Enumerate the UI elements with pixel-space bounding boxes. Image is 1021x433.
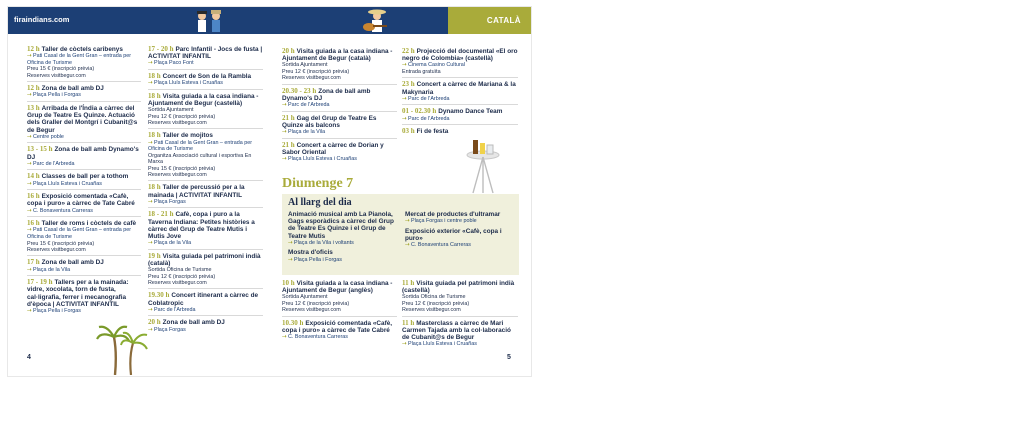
event-item	[148, 45, 263, 70]
event-item	[27, 145, 141, 170]
event-time: 19.30 h	[148, 291, 170, 300]
event-heading	[148, 319, 263, 326]
event-detail: Organitza Associació cultural i esportiva En Marxa	[148, 152, 252, 166]
event-heading	[402, 320, 518, 342]
event-detail: Preu 12 € (inscripció prèvia)	[282, 68, 350, 75]
column-4	[402, 47, 518, 139]
event-detail: Entrada gratuïta	[402, 69, 441, 75]
event-title: Visita guiada a la casa indiana - Ajuntament de Begur (castellà)	[148, 92, 259, 107]
column-3-sunday	[282, 279, 397, 345]
event-time: 23 h	[402, 80, 415, 89]
language-label[interactable]: CATALÀ	[486, 16, 521, 25]
event-time: 17 h	[27, 258, 40, 267]
header-bar	[8, 7, 448, 34]
event-title: Classes de ball per a tothom	[41, 173, 129, 181]
event-time: 14 h	[27, 172, 40, 181]
event-title: Projecció del documental «El oro negro de Colombia» (castellà)	[402, 48, 518, 63]
event-time: 22 h	[402, 47, 415, 55]
event-title: Visita guiada pel patrimoni indià (castellà)	[402, 280, 515, 295]
event-location: ➝ Pati Casal de la Gent Gran – entrada per Oficina de Turisme	[27, 53, 141, 66]
all-day-item-title: Animació musical amb La Pianola, Gags esporàdics a càrrec del Grup de Teatre Es Quinze i el Grup de Teatre Mutis	[288, 211, 394, 240]
event-detail: Reserves visitbegur.com	[27, 247, 86, 253]
event-item	[148, 291, 263, 316]
event-heading	[27, 193, 141, 207]
brochure-spread	[8, 7, 531, 376]
event-location: ➝ Plaça Paco Font	[148, 60, 263, 67]
event-heading	[282, 280, 397, 294]
cocktail-table-illustration	[463, 135, 503, 197]
event-location: ➝ Plaça Lluís Esteva i Cruañas	[27, 181, 141, 188]
event-heading	[282, 48, 397, 62]
event-title: Visita guiada a la casa indiana - Ajuntament de Begur (català)	[282, 48, 393, 63]
event-location: ➝ Pati Casal de la Gent Gran – entrada per Oficina de Turisme	[148, 140, 263, 153]
event-location: ➝ Plaça de la Vila	[148, 240, 263, 247]
event-heading	[27, 279, 141, 308]
event-location: ➝ Plaça de la Vila	[282, 129, 397, 136]
event-heading	[148, 73, 263, 80]
event-heading	[27, 173, 141, 180]
event-location: ➝ Plaça de la Vila	[27, 267, 141, 274]
event-location: ➝ Plaça Forgas	[148, 327, 263, 334]
event-location: ➝ Pati Casal de la Gent Gran – entrada per Oficina de Turisme	[27, 227, 141, 240]
event-time: 20 h	[282, 47, 295, 55]
event-time: 01 - 02.30 h	[402, 107, 437, 116]
event-item	[148, 183, 263, 208]
event-title: Concert itinerant a càrrec de Coblatropic	[148, 292, 259, 307]
brand-link[interactable]: firaindians.com	[14, 15, 70, 24]
event-item	[148, 252, 263, 290]
all-day-item-title: Exposició exterior «Cafè, copa i puro»	[405, 227, 502, 242]
event-location: ➝ Cinema Casino Cultural	[402, 62, 518, 69]
event-time: 10 h	[282, 279, 295, 287]
page-number-right: 5	[507, 354, 511, 361]
event-item	[402, 319, 518, 350]
dancers-illustration	[188, 8, 230, 34]
event-location: ➝ Parc de l'Arbreda	[402, 96, 518, 103]
palm-trees-illustration	[95, 319, 151, 375]
event-title: Masterclass a càrrec de Mari Carmen Tajada amb la col·laboració de Cubanit@s de Begur	[402, 319, 511, 342]
event-time: 11 h	[402, 318, 415, 327]
event-time: 18 h	[148, 183, 161, 192]
all-day-item-location: ➝ Plaça Forgas i centre poble	[405, 218, 513, 225]
event-heading	[148, 93, 263, 107]
event-title: Dynamo Dance Team	[438, 108, 503, 116]
all-day-item-location: ➝ Plaça Pella i Forgas	[288, 257, 400, 264]
event-heading	[282, 115, 397, 129]
event-detail: Reserves visitbegur.com	[27, 72, 86, 79]
all-day-item	[405, 211, 513, 225]
event-item	[27, 192, 141, 217]
event-item	[402, 279, 518, 317]
event-detail: Sortida Ajuntament	[282, 294, 328, 301]
all-day-item	[405, 228, 513, 249]
event-location: ➝ Parc de l'Arbreda	[402, 116, 518, 123]
event-time: 13 - 15 h	[27, 145, 53, 154]
all-day-right	[405, 211, 513, 252]
event-title: Cafè, copa i puro a la Taverna Indiana: Petites històries a càrrec del Grup de Teatre Mutis i Mutis Jove	[148, 211, 255, 241]
event-heading	[402, 48, 518, 62]
all-day-item-title: Mercat de productes d'ultramar	[405, 211, 501, 218]
column-1	[27, 45, 141, 319]
all-day-left	[288, 211, 400, 266]
event-heading	[402, 108, 518, 115]
event-location: ➝ Parc de l'Arbreda	[27, 161, 141, 168]
all-day-box	[282, 194, 519, 275]
event-item	[27, 172, 141, 190]
event-detail: Sortida Oficina de Turisme	[402, 294, 466, 301]
event-item	[27, 104, 141, 143]
event-heading	[27, 46, 141, 53]
language-bar	[448, 7, 531, 34]
event-title: Taller de roms i còctels de cafè	[41, 220, 137, 228]
event-detail: Reserves visitbegur.com	[282, 307, 341, 314]
event-time: 16 h	[27, 219, 40, 228]
event-detail: Reserves visitbegur.com	[282, 75, 341, 82]
event-time: 12 h	[27, 45, 40, 53]
event-time: 03 h	[402, 127, 415, 136]
event-time: 13 h	[27, 104, 40, 112]
event-item	[148, 92, 263, 130]
event-item	[402, 47, 518, 78]
event-title: Tallers per a la mainada: vidre, xocolata, torn de fusta, cal·ligrafia, ferrer i mecanografia d'època | ACTIVITAT INFANTIL	[27, 279, 129, 308]
event-location: ➝ Centre poble	[27, 134, 141, 141]
event-title: Exposició comentada «Cafè, copa i puro» a càrrec de Tate Cabré	[27, 193, 135, 208]
event-item	[282, 87, 397, 112]
event-time: 20 h	[148, 318, 161, 327]
event-item	[402, 107, 518, 125]
event-heading	[402, 81, 518, 95]
event-location: ➝ Parc de l'Arbreda	[282, 102, 397, 109]
event-item	[27, 84, 141, 102]
event-item	[148, 131, 263, 181]
event-title: Fi de festa	[416, 128, 449, 136]
event-location: ➝ Parc de l'Arbreda	[148, 307, 263, 314]
event-heading	[282, 88, 397, 102]
event-time: 21 h	[282, 140, 295, 149]
column-4-sunday	[402, 279, 518, 352]
event-location: ➝ Plaça Lluís Esteva i Cruañas	[402, 341, 518, 348]
event-detail: Preu 15 € (inscripció prèvia)	[27, 240, 95, 247]
event-title: Zona de ball amb Dynamo's DJ	[282, 87, 371, 102]
event-title: Visita guiada pel patrimoni indià (català)	[148, 252, 261, 268]
event-title: Zona de ball amb DJ	[41, 85, 104, 93]
event-detail: Reserves visitbegur.com	[148, 172, 207, 179]
sunday-title: Diumenge 7	[282, 176, 354, 191]
event-item	[148, 72, 263, 90]
event-item	[282, 114, 397, 139]
event-heading	[148, 184, 263, 198]
event-time: 10.30 h	[282, 318, 304, 327]
event-time: 18 h	[148, 131, 161, 140]
event-heading	[402, 280, 518, 294]
event-detail: Preu 15 € (inscripció prèvia)	[148, 165, 216, 172]
event-heading	[148, 211, 263, 240]
event-item	[148, 318, 263, 335]
page-number-left: 4	[27, 354, 31, 361]
all-day-item	[288, 249, 400, 263]
event-time: 16 h	[27, 192, 40, 201]
event-location: ➝ Plaça Lluís Esteva i Cruañas	[282, 156, 397, 163]
event-item	[27, 258, 141, 276]
event-title: Taller de mojitos	[162, 132, 213, 140]
all-day-item-title: Mostra d'oficis	[288, 249, 333, 257]
event-time: 18 h	[148, 72, 161, 80]
event-location: ➝ C. Bonaventura Carreras	[27, 208, 141, 215]
event-item	[402, 80, 518, 105]
event-title: Exposició comentada «Cafè, copa i puro» a càrrec de Tate Cabré	[282, 319, 393, 334]
event-time: 18 h	[148, 91, 161, 100]
event-location: ➝ Plaça Pella i Forgas	[27, 92, 141, 99]
event-time: 21 h	[282, 113, 295, 122]
event-title: Parc Infantil - Jocs de fusta | ACTIVITAT INFANTIL	[148, 46, 263, 61]
event-item	[282, 141, 397, 165]
event-detail: Reserves visitbegur.com	[148, 280, 207, 287]
event-detail: Reserves visitbegur.com	[148, 120, 207, 127]
event-title: Gag del Grup de Teatre Es Quinze als balcons	[282, 114, 377, 129]
event-detail: Reserves visitbegur.com	[402, 307, 461, 314]
guitarist-illustration	[353, 8, 401, 34]
event-heading	[27, 146, 141, 160]
event-location: ➝ C. Bonaventura Carreras	[282, 334, 397, 341]
all-day-item-location: ➝ C. Bonaventura Carreras	[405, 242, 513, 249]
column-2	[148, 45, 263, 337]
event-time: 11 h	[402, 279, 415, 287]
event-title: Arribada de l'Índia a càrrec del Grup de Teatre Es Quinze. Actuació dels Graller del Montgrí i Cubanit@s de Begur	[27, 105, 138, 134]
all-day-item-location: ➝ Plaça de la Vila i voltants	[288, 240, 400, 247]
event-detail: Preu 12 € (inscripció prèvia)	[148, 273, 216, 280]
event-title: Zona de ball amb DJ	[162, 319, 225, 327]
event-detail: Sortida Ajuntament	[148, 107, 194, 114]
all-day-title: Al llarg del dia	[288, 197, 352, 208]
event-detail: Sortida Oficina de Turisme	[148, 267, 212, 274]
event-heading	[27, 85, 141, 92]
event-item	[27, 45, 141, 82]
event-item	[282, 319, 397, 343]
event-heading	[27, 220, 141, 227]
event-heading	[27, 105, 141, 134]
event-location: ➝ Plaça Lluís Esteva i Cruañas	[148, 80, 263, 87]
event-time: 19 h	[148, 251, 161, 260]
event-detail: Sortida Ajuntament	[282, 62, 328, 69]
all-day-item	[288, 211, 400, 246]
event-heading	[282, 320, 397, 334]
event-detail: Preu 12 € (inscripció prèvia)	[282, 300, 350, 307]
event-heading	[148, 132, 263, 139]
event-detail: Preu 12 € (inscripció prèvia)	[148, 113, 216, 120]
event-detail: Preu 12 € (inscripció prèvia)	[402, 300, 470, 307]
event-time: 12 h	[27, 84, 40, 93]
event-heading	[27, 259, 141, 266]
event-title: Visita guiada a la casa indiana - Ajuntament de Begur (anglès)	[282, 280, 393, 295]
event-time: 20.30 - 23 h	[282, 86, 317, 95]
event-item	[148, 210, 263, 249]
event-title: Taller de còctels caribenys	[41, 46, 123, 53]
event-title: Concert a càrrec de Mariana & la Makynaria	[402, 81, 516, 96]
event-title: Concert a càrrec de Dorian y Sabor Oriental	[282, 141, 384, 156]
event-heading	[148, 253, 263, 267]
event-location: ➝ Plaça Forgas	[148, 199, 263, 206]
event-time: 18 - 21 h	[148, 210, 174, 219]
event-heading	[282, 142, 397, 156]
event-title: Zona de ball amb DJ	[41, 259, 104, 267]
event-title: Concert de Son de la Rambla	[162, 73, 252, 80]
event-item	[27, 219, 141, 256]
event-item	[282, 47, 397, 85]
event-location: ➝ Plaça Pella i Forgas	[27, 308, 141, 315]
event-item	[27, 278, 141, 316]
event-time: 17 - 20 h	[148, 45, 174, 53]
column-3	[282, 47, 397, 167]
event-heading	[148, 292, 263, 306]
event-title: Taller de percussió per a la mainada | ACTIVITAT INFANTIL	[148, 184, 245, 199]
event-item	[282, 279, 397, 317]
event-detail: Preu 15 € (inscripció prèvia)	[27, 66, 95, 73]
event-title: Zona de ball amb Dynamo's DJ	[27, 146, 139, 161]
event-time: 17 - 19 h	[27, 278, 53, 287]
event-heading	[148, 46, 263, 60]
